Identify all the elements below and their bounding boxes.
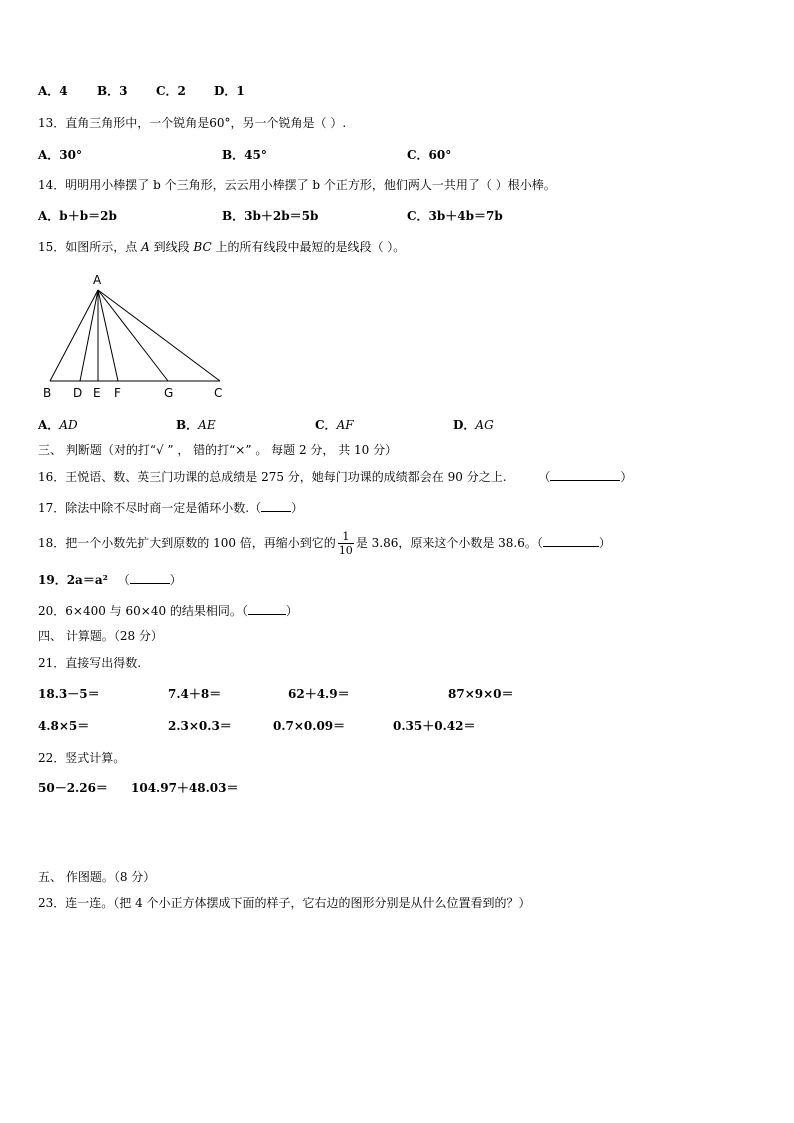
q16-answer-blank[interactable]: （ ） (538, 470, 633, 484)
q14-option-b: B．3b＋2b＝5b (222, 209, 319, 223)
q15-option-b: B．AE (176, 418, 216, 432)
label-d: D (73, 386, 83, 400)
q15-triangle-figure (38, 270, 238, 405)
q21-item: 2.3×0.3＝ (168, 719, 232, 733)
q13-option-b: B．45° (222, 148, 267, 162)
q21-item: 4.8×5＝ (38, 719, 90, 733)
q20-answer-blank[interactable]: （ ） (241, 604, 298, 618)
q22-question: 22．竖式计算。 (38, 751, 126, 765)
segment-ad (80, 290, 98, 381)
q15-text-post: 上的所有线段中最短的是线段（ ）。 (211, 240, 406, 254)
q21-item: 62＋4.9＝ (288, 687, 350, 701)
q13-option-c: C．60° (407, 148, 452, 162)
q15-text-mid: 到线段 (149, 240, 194, 254)
q17-question: 17．除法中除不尽时商一定是循环小数.（ ） (38, 501, 304, 515)
q15-text-pre: 15．如图所示，点 (38, 240, 142, 254)
q12-option-a: A．4 (38, 84, 68, 98)
q15-option-d: D．AG (453, 418, 494, 432)
q18-question: 18．把一个小数先扩大到原数的 100 倍，再缩小到它的 $\frac{1}{10}$ 是 3.86，原来这个小数是 38.6。（ ） (38, 530, 611, 557)
q15-option-a: A．AD (38, 418, 78, 432)
q21-item: 7.4＋8＝ (168, 687, 222, 701)
label-f: F (114, 386, 121, 400)
q15-question (38, 240, 405, 254)
segment-ac (98, 290, 220, 381)
q21-item: 87×9×0＝ (448, 687, 514, 701)
label-c: C (214, 386, 223, 400)
q18-answer-blank[interactable]: （ ） (536, 536, 611, 550)
q21-item: 0.7×0.09＝ (273, 719, 346, 733)
q14-option-c: C．3b＋4b＝7b (407, 209, 503, 223)
segment-ab (50, 290, 98, 381)
q23-question: 23．连一连。（把 4 个小正方体摆成下面的样子，它右边的图形分别是从什么位置看到的？） (38, 896, 531, 910)
q19-question: 19．2a＝a² （ ） (38, 573, 182, 587)
label-a: A (93, 273, 102, 287)
q12-option-c: C．2 (156, 84, 186, 98)
label-e: E (93, 386, 101, 400)
q21-item: 0.35＋0.42＝ (393, 719, 476, 733)
q15-option-c: C．AF (315, 418, 354, 432)
q22-item: 50－2.26＝ (38, 781, 108, 795)
q14-option-a: A．b＋b＝2b (38, 209, 117, 223)
q16-question: 16．王悦语、数、英三门功课的总成绩是 275 分，她每门功课的成绩都会在 90 分之上. （ ） (38, 470, 633, 484)
q13-question: 13．直角三角形中，一个锐角是60°，另一个锐角是（ ）. (38, 116, 347, 130)
q15-segment: BC (193, 240, 212, 254)
q17-answer-blank[interactable]: （ ） (249, 501, 304, 515)
section-4-title: 四、 计算题。（28 分） (38, 629, 163, 643)
q12-option-d: D．1 (214, 84, 245, 98)
section-3-title: 三、 判断题（对的打“√ ” ， 错的打“×” 。 每题 2 分， 共 10 分） (38, 443, 398, 457)
q22-item: 104.97＋48.03＝ (131, 781, 239, 795)
label-b: B (43, 386, 52, 400)
q13-option-a: A．30° (38, 148, 83, 162)
q19-answer-blank[interactable]: （ ） (117, 573, 182, 587)
label-g: G (164, 386, 174, 400)
q20-question: 20．6×400 与 60×40 的结果相同。（ ） (38, 604, 298, 618)
q14-question: 14．明明用小棒摆了 b 个三角形，云云用小棒摆了 b 个正方形，他们两人一共用了（ ）根小棒。 (38, 178, 556, 192)
q21-item: 18.3－5＝ (38, 687, 100, 701)
section-5-title: 五、 作图题。（8 分） (38, 870, 156, 884)
q12-option-b: B．3 (97, 84, 128, 98)
q18-fraction: $\frac{1}{10}$ (338, 530, 353, 557)
q15-point: A (141, 240, 150, 254)
q21-question: 21．直接写出得数. (38, 656, 142, 670)
